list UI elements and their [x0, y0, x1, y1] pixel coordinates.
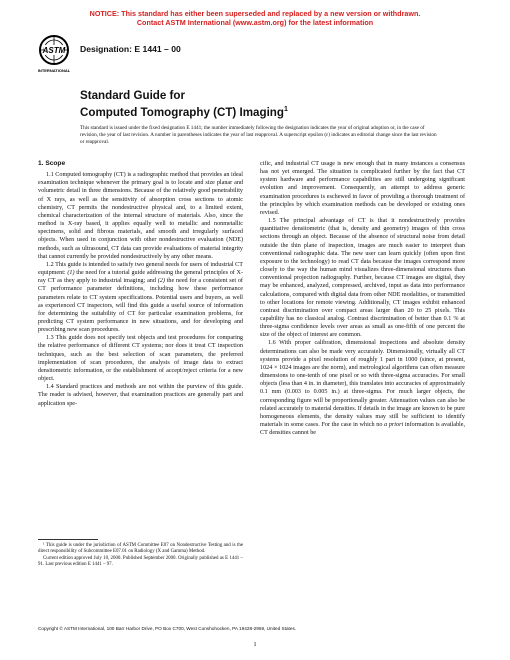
paragraph-1-6-b: information is available, CT densities cannot be: [260, 422, 465, 437]
paragraph-1-3: 1.3 This guide does not specify test objects and test procedures for comparing the relative performance of different CT systems; nor does it treat CT inspection techniques, such as the best selection of scan parameters, the preferred implementation of scan procedures, the analysis of image data to extract densitometric information, or the establishment of accept/reject criteria for a new object.: [38, 335, 243, 383]
title-text: Computed Tomography (CT) Imaging: [80, 105, 284, 119]
issuance-note: This standard is issued under the fixed designation E 1441; the number immediately following the designation indicates the year of original adoption or, in the case of revision, the year of last revision. A number in parentheses indicates the year of last reapproval. A superscript epsilon (ε) indicates an editorial change since the last revision or reapproval.: [80, 125, 437, 145]
footnote-1: ¹ This guide is under the jurisdiction of ASTM Committee E07 on Nondestructive Testing and is the direct responsibility of Subcommittee E07.01 on Radiology (X and Gamma) Method.: [38, 543, 243, 555]
logo-subtext: INTERNATIONAL: [38, 68, 70, 73]
paragraph-1-6-italic: a priori: [384, 422, 404, 428]
right-column: [260, 160, 465, 437]
title-line-1: Standard Guide for: [80, 89, 185, 102]
paragraph-1-6: [260, 339, 465, 437]
footnote-edition: Current edition approved July 10, 2000. Published September 2000. Originally published as E 1441 – 91. Last previous edition E 1441 – 97.: [38, 556, 243, 568]
notice-line-2: Contact ASTM International (www.astm.org) for the latest information: [136, 17, 374, 27]
paragraph-1-6-a: 1.6 With proper calibration, dimensional inspections and absolute density determinations can also be made very accurately. Dimensionally, virtually all CT systems provide a pixel resolution of roughly 1 part in 1000 (since, at present, 1024 × 1024 images are the norm), and metrological algorithms can often measure dimensions to one-tenth of one pixel or so with three-sigma accuracies. For small objects (less than 4 in. in diameter), this translates into accuracies of approximately 0.1 mm (0.003 to 0.005 in.) at three-sigma. For much larger objects, the corresponding figure will be proportionally greater. Attenuation values can also be related accurately to material densities. If details in the image are known to be pure homogeneous elements, the density values may still be sufficient to identify materials in some cases. For the case in which no: [260, 340, 465, 428]
paragraph-1-2-n1: (1): [67, 270, 75, 277]
copyright-line: Copyright © ASTM International, 100 Barr Harbor Drive, PO Box C700, West Conshohocken, PA 19428-2959, United States.: [38, 626, 297, 631]
footnotes: [38, 543, 243, 569]
astm-logo: [38, 34, 70, 78]
designation: Designation: E 1441 – 00: [80, 44, 181, 54]
page-number: 1: [253, 641, 257, 648]
section-heading: 1. Scope: [38, 160, 66, 167]
paragraph-1-2-n2: (2): [157, 278, 165, 285]
paragraph-1-4-continued: cific, and industrial CT usage is new enough that in many instances a consensus has not yet emerged. The situation is complicated further by the fact that CT system hardware and performance capabilities are still undergoing significant evolution and improvement. Consequently, an attempt to address generic examination procedures is eschewed in favor of providing a thorough treatment of the principles by which examination methods can be developed or existing ones revised.: [260, 161, 465, 216]
paragraph-1-4: 1.4 Standard practices and methods are not within the purview of this guide. The reader is advised, however, that examination practices are generally part and application spe-: [38, 384, 243, 407]
paragraph-1-2-b: the need for a tutorial guide addressing the general principles of X-ray CT as they apply to industrial imaging; and: [38, 270, 243, 285]
title-footnote-marker: 1: [283, 105, 288, 113]
withdrawal-notice: [0, 10, 510, 27]
paragraph-1-2-c: the need for a consistent set of CT performance parameter definitions, including how these performance parameters relate to CT system specifications. Potential users and buyers, as well as experienced CT inspectors, will find this guide a useful source of information for determining the suitability of CT for particular examination problems, for predicting CT system performance in new situations, and for developing and prescribing new scan procedures.: [38, 278, 243, 334]
title-line-2: [80, 103, 288, 119]
document-title: [80, 89, 288, 119]
paragraph-1-5: 1.5 The principal advantage of CT is that it nondestructively provides quantitative densitometric (that is, density and geometry) images of thin cross sections through an object. Because of the absence of structural noise from detail outside the thin plane of inspection, images are much easier to interpret than conventional radiographic data. The new user can learn quickly (often upon first exposure to the technology) to read CT data because the images correspond more closely to the way the human mind visualizes three-dimensional structures than conventional projection radiography. Further, because CT images are digital, they may be enhanced, analyzed, compressed, archived, input as data into performance calculations, compared with digital data from other NDE modalities, or transmitted to other locations for remote viewing. Additionally, CT images exhibit enhanced contrast discrimination over compact areas larger than 20 to 25 pixels. This capability has no classical analog. Contrast discrimination of better than 0.1 % at three-sigma confidence levels over areas as small as one-fifth of one percent the size of the object of interest are common.: [260, 218, 465, 339]
paragraph-1-2: [38, 261, 243, 334]
left-column: [38, 160, 243, 408]
paragraph-1-1: 1.1 Computed tomography (CT) is a radiographic method that provides an ideal examination technique whenever the primary goal is to locate and size planar and volumetric detail in three dimensions. Because of the relatively good penetrability of X rays, as well as the sensitivity of absorption cross sections to atomic chemistry, CT permits the nondestructive physical and, to a limited extent, chemical characterization of the internal structure of materials. Also, since the method is X-ray based, it applies equally well to metallic and nonmetallic specimens, solid and fibrous materials, and smooth and irregularly surfaced objects. When used in conjunction with other nondestructive evaluation (NDE) methods, such as ultrasound, CT data can provide evaluations of material integrity that cannot currently be provided nondestructively by any other means.: [38, 172, 243, 260]
paragraph-1-2-a: 1.2 This guide is intended to satisfy two general needs for users of industrial CT equipment:: [38, 261, 243, 277]
footnote-divider: [38, 539, 98, 540]
logo-text: ASTM: [42, 46, 66, 55]
notice-line-1: NOTICE: This standard has either been superseded and replaced by a new version or withdrawn.: [89, 9, 421, 18]
